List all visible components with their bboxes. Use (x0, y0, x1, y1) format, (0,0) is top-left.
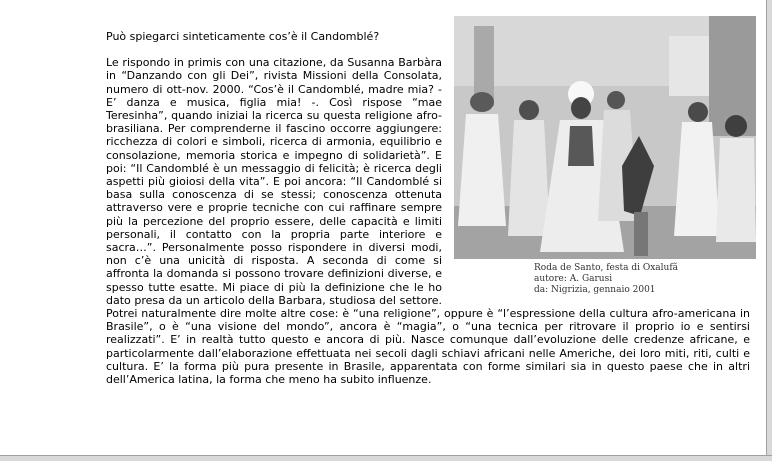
caption-source: da: Nigrizia, gennaio 2001 (534, 285, 656, 295)
horizontal-scrollbar[interactable] (0, 455, 772, 461)
photo-illustration (454, 16, 756, 259)
article-content (106, 30, 750, 399)
photo-figure (454, 16, 756, 295)
photo-caption (534, 263, 756, 296)
caption-title: Roda de Santo, festa di Oxalufã (534, 263, 679, 273)
caption-author: autore: A. Garusi (534, 274, 613, 284)
candomble-photo (454, 16, 756, 259)
question-text: Può spiegarci sinteticamente cos’è il Candomblé? (106, 30, 380, 43)
answer-text: Le rispondo in primis con una citazione, da Susanna Barbàra in “Danzando con gli Dei”, rivista Missioni della Consolata, numero di ott-nov. 2000. “Cos’è il Candomblé, madre mia? - E’ danza e musica, figlia mia! -. Così rispose “mae Teresinha”, quando iniziai la ricerca su questa religione afro-brasiliana. Per comprenderne il fascino occorre aggiungere: ricchezza di colori e simboli, ricerca di armonia, equilibrio e consolazione, memoria storica e impegno di solidarietà”. E poi: “Il Candomblé è un messaggio di felicità; è ricerca degli aspetti più gioiosi della vita”. E poi ancora: “Il Candomblé si basa sulla conoscenza di se stessi; conoscenza ottenuta attraverso vere e proprie tecniche con cui raffinare sempre più la percezione del proprio essere, delle capacità e limiti personali, il contatto con la propria parte interiore e sacra…”. Personalmente posso rispondere in diversi modi, non c’è una unicità di risposta. A seconda di come si affronta la domanda si possono trovare definizioni diverse, e spesso tutte esatte. Mi piace di più la definizione che le ho dato presa da un articolo della Barbara, studiosa del settore. Potrei naturalmente dire molte altre cose: è “una religione”, oppure è “l’espressione della cultura afro-americana in Brasile”, o è “una visione del mondo”, ancora è “magia”, o “una tecnica per ritrovare il proprio io e sentirsi realizzati”. E’ in realtà tutto questo e ancora di più. Nasce comunque dall’evoluzione delle credenze africane, e particolarmente dall’elaborazione effettuata nei secoli dagli schiavi africani nelle Americhe, dei loro miti, riti, culti e cultura. E’ la forma più pura presente in Brasile, apparentata con forme similari sia in questo paese che in altri dell’America latina, la forma che meno ha subito influenze. (106, 56, 750, 387)
vertical-scrollbar[interactable] (766, 0, 772, 460)
